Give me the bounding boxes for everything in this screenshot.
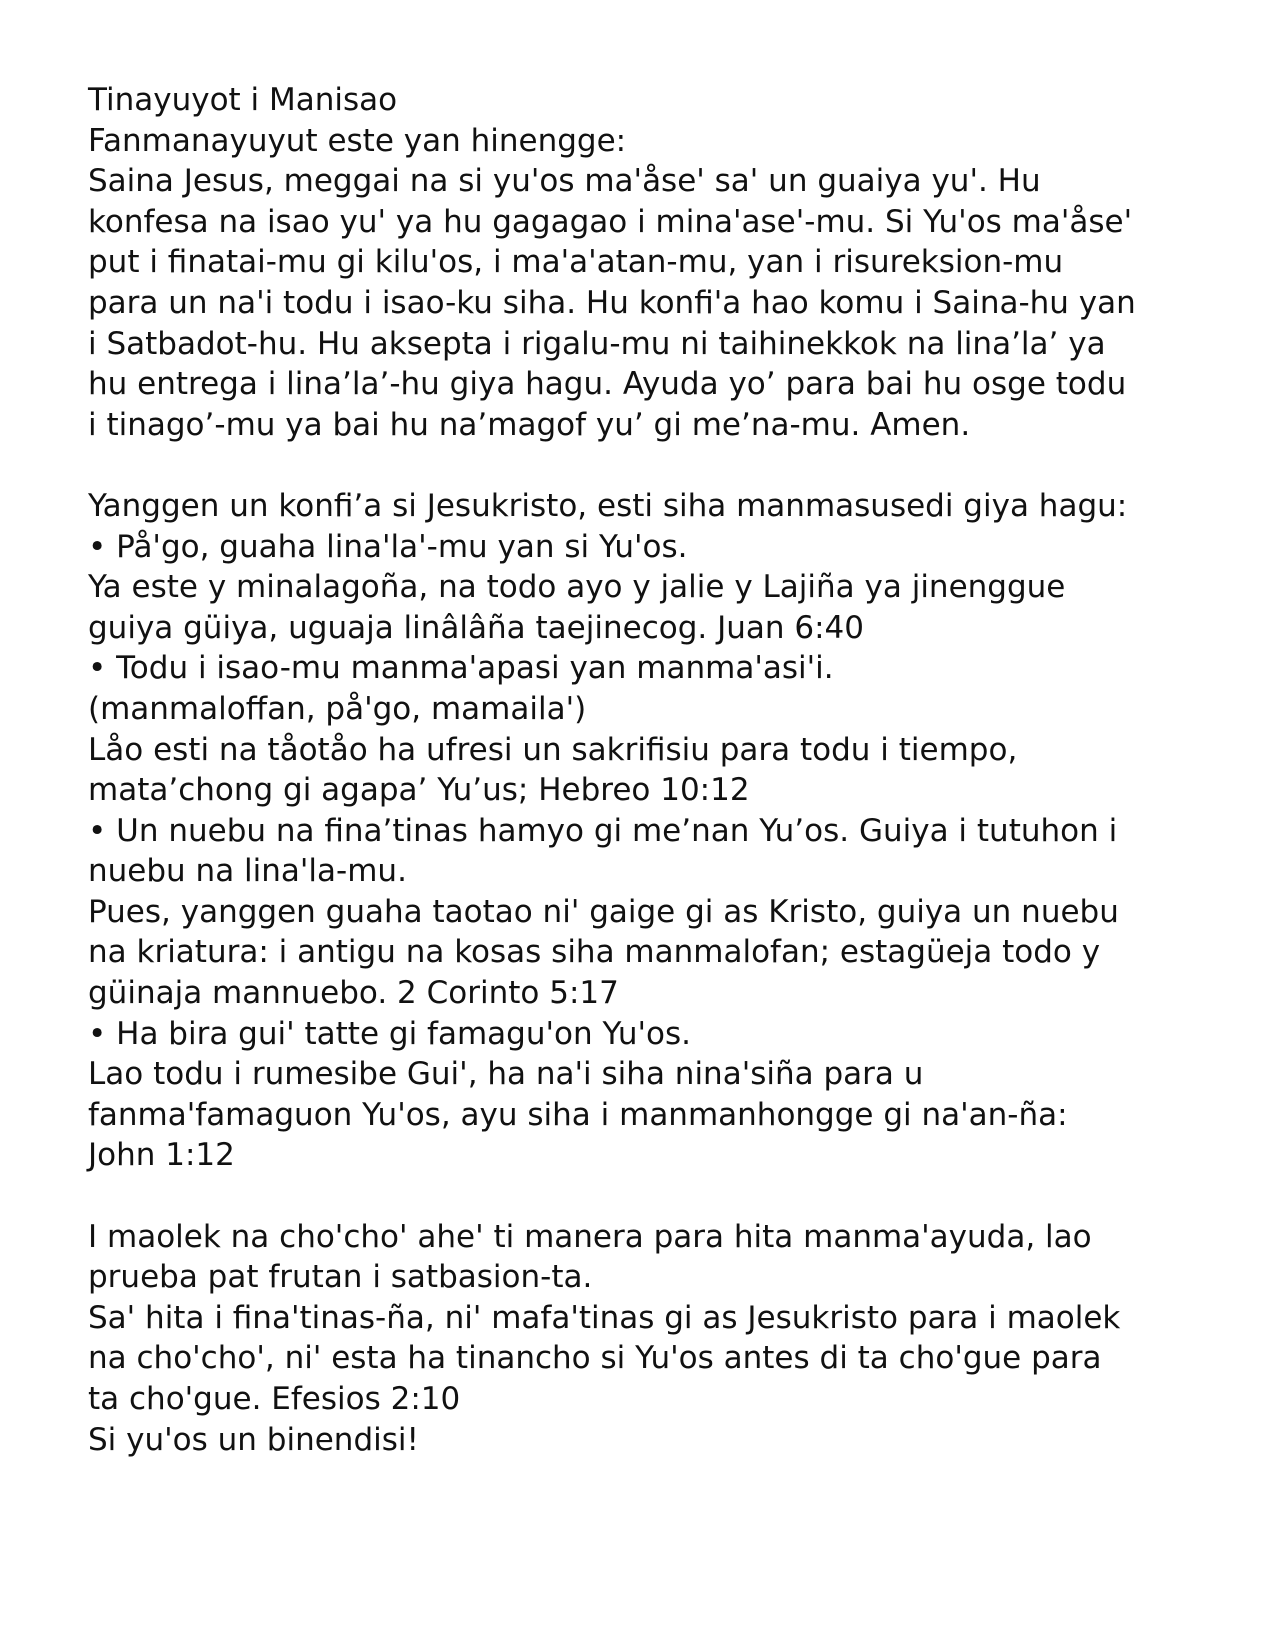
text-line: I maolek na cho'cho' ahe' ti manera para hita manma'ayuda, lao [88,1218,1092,1255]
text-line: put i finatai-mu gi kilu'os, i ma'a'atan-mu, yan i risureksion-mu [88,244,1064,281]
scripture-line: guiya güiya, uguaja linâlâña taejinecog. Juan 6:40 [88,609,864,646]
text-line: i Satbadot-hu. Hu aksepta i rigalu-mu ni taihinekkok na lina’la’ ya [88,325,1106,362]
document-title: Tinayuyot i Manisao [88,82,398,118]
works-section [88,1217,1208,1461]
promises-section [88,486,1208,1176]
scripture-line: Ya este y minalagoña, na todo ayo y jalie y Lajiña ya jinenggue [88,569,1066,606]
section-heading-line: Yanggen un konfi’a si Jesukristo, esti siha manmasusedi giya hagu: [88,487,1128,524]
scripture-line: Pues, yanggen guaha taotao ni' gaige gi as Kristo, guiya un nuebu [88,893,1119,930]
scripture-line: na kriatura: i antigu na kosas siha manmalofan; estagüeja todo y [88,934,1101,971]
paragraph-spacer [88,445,1208,486]
scripture-line: güinaja mannuebo. 2 Corinto 5:17 [88,975,619,1012]
text-line: para un na'i todu i isao-ku siha. Hu konfi'a hao komu i Saina-hu yan [88,284,1136,321]
scripture-line: Lao todu i rumesibe Gui', ha na'i siha nina'siña para u [88,1056,924,1093]
bullet-item: • Todu i isao-mu manma'apasi yan manma'asi'i. [88,650,834,687]
text-line: konfesa na isao yu' ya hu gagagao i mina'ase'-mu. Si Yu'os ma'åse' [88,203,1133,240]
text-line: prueba pat frutan i satbasion-ta. [88,1259,593,1296]
scripture-line: Låo esti na tåotåo ha ufresi un sakrifisiu para todu i tiempo, [88,731,1018,768]
text-line: Saina Jesus, meggai na si yu'os ma'åse' sa' un guaiya yu'. Hu [88,163,1041,200]
bullet-item: • På'go, guaha lina'la'-mu yan si Yu'os. [88,528,688,565]
document-intro: Fanmanayuyut este yan hinengge: [88,122,627,159]
scripture-line: John 1:12 [88,1137,235,1174]
scripture-line: mata’chong gi agapa’ Yu’us; Hebreo 10:12 [88,772,750,809]
prayer-paragraph [88,161,1208,445]
document-page [88,80,1208,1460]
bullet-item: • Ha bira gui' tatte gi famagu'on Yu'os. [88,1015,691,1052]
text-line: nuebu na lina'la-mu. [88,853,407,890]
text-line: (manmaloffan, på'go, mamaila') [88,690,587,727]
scripture-line: Sa' hita i fina'tinas-ña, ni' mafa'tinas gi as Jesukristo para i maolek [88,1299,1121,1336]
paragraph-spacer [88,1176,1208,1217]
bullet-item: • Un nuebu na fina’tinas hamyo gi me’nan Yu’os. Guiya i tutuhon i [88,812,1118,849]
scripture-line: ta cho'gue. Efesios 2:10 [88,1381,461,1417]
scripture-line: na cho'cho', ni' esta ha tinancho si Yu'os antes di ta cho'gue para [88,1340,1102,1377]
text-line: hu entrega i lina’la’-hu giya hagu. Ayuda yo’ para bai hu osge todu [88,366,1127,403]
closing-blessing: Si yu'os un binendisi! [88,1421,419,1458]
scripture-line: fanma'famaguon Yu'os, ayu siha i manmanhongge gi na'an-ña: [88,1096,1068,1133]
text-line: i tinago’-mu ya bai hu na’magof yu’ gi me’na-mu. Amen. [88,406,971,443]
